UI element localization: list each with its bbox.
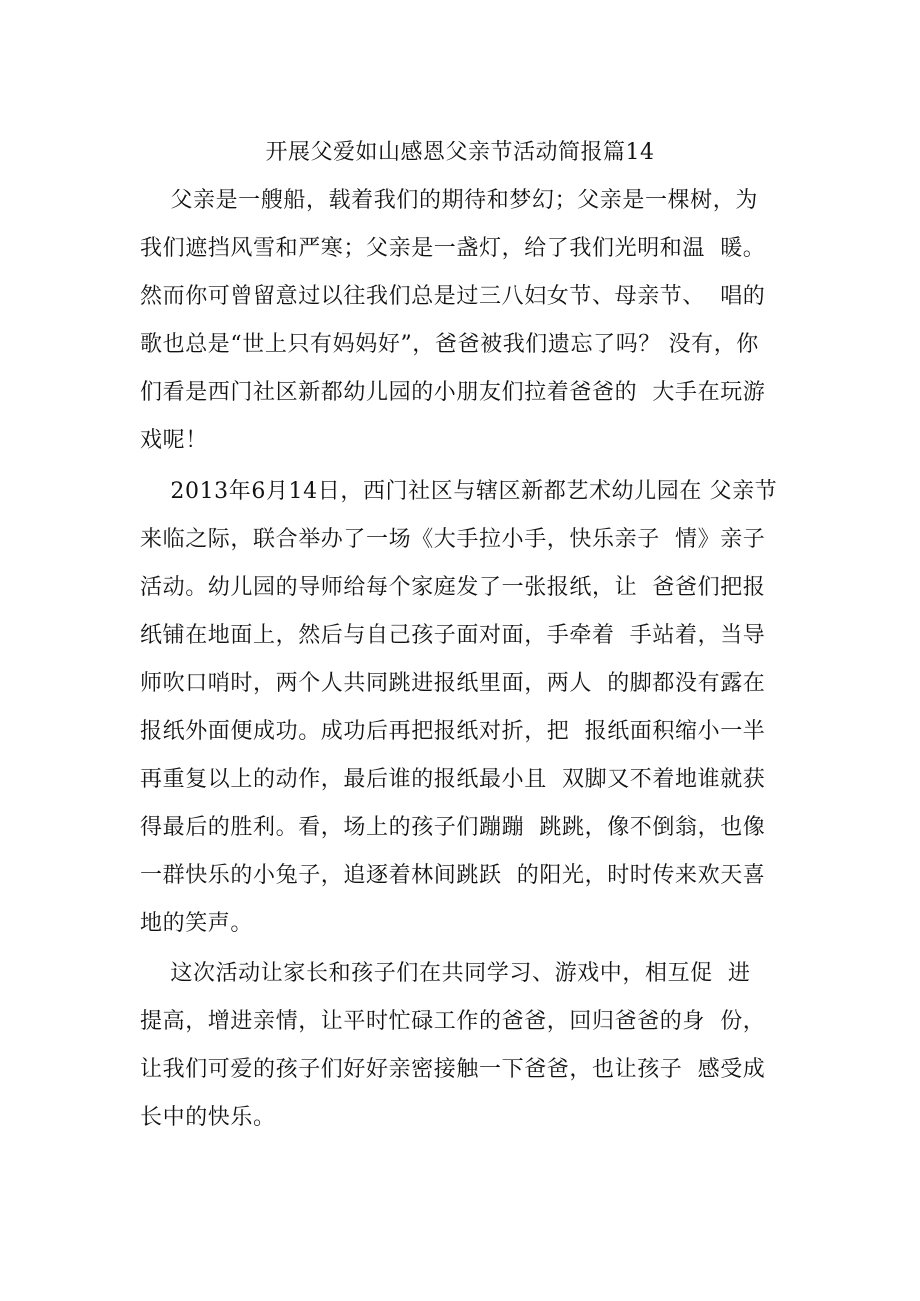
text-line: 我们遮挡风雪和严寒；父亲是一盏灯，给了我们光明和温 暖。 xyxy=(140,236,766,261)
text-line: 让我们可爱的孩子们好好亲密接触一下爸爸，也让孩子 感受成 xyxy=(140,1057,766,1082)
text-line: 2013年6月14日，西门社区与辖区新都艺术幼儿园在 父亲节 xyxy=(140,479,778,504)
text-line: 长中的快乐。 xyxy=(140,1105,276,1130)
text-line: 师吹口哨时，两个人共同跳进报纸里面，两人 的脚都没有露在 xyxy=(140,671,766,696)
text-line: 提高，增进亲情，让平时忙碌工作的爸爸，回归爸爸的身 份， xyxy=(140,1009,766,1034)
text-line: 地的笑声。 xyxy=(140,911,254,936)
text-line: 来临之际，联合举办了一场《大手拉小手，快乐亲子 情》亲子 xyxy=(140,527,766,552)
text-line: 父亲是一艘船，载着我们的期待和梦幻；父亲是一棵树，为 xyxy=(140,188,758,213)
text-line: 再重复以上的动作，最后谁的报纸最小且 双脚又不着地谁就获 xyxy=(140,767,766,792)
text-line: 得最后的胜利。看，场上的孩子们蹦蹦 跳跳，像不倒翁，也像 xyxy=(140,815,766,840)
document-title: 开展父爱如山感恩父亲节活动简报篇14 xyxy=(265,140,655,165)
paragraph-intro xyxy=(140,177,790,465)
text-line: 们看是西门社区新都幼儿园的小朋友们拉着爸爸的 大手在玩游 xyxy=(140,380,766,405)
text-line: 然而你可曾留意过以往我们总是过三八妇女节、母亲节、 唱的 xyxy=(140,284,766,309)
paragraph-conclusion xyxy=(140,950,790,1142)
text-line: 这次活动让家长和孩子们在共同学习、游戏中，相互促 进 xyxy=(140,961,751,986)
text-line: 歌也总是“世上只有妈妈好”，爸爸被我们遗忘了吗？ 没有，你 xyxy=(140,332,759,357)
text-line: 活动。幼儿园的导师给每个家庭发了一张报纸，让 爸爸们把报 xyxy=(140,575,766,600)
text-line: 戏呢！ xyxy=(140,428,208,453)
text-line: 报纸外面便成功。成功后再把报纸对折，把 报纸面积缩小一半 xyxy=(140,719,766,744)
paragraph-event xyxy=(140,468,790,948)
text-line: 一群快乐的小兔子，追逐着林间跳跃 的阳光，时时传来欢天喜 xyxy=(140,863,766,888)
text-line: 纸铺在地面上，然后与自己孩子面对面，手牵着 手站着，当导 xyxy=(140,623,766,648)
